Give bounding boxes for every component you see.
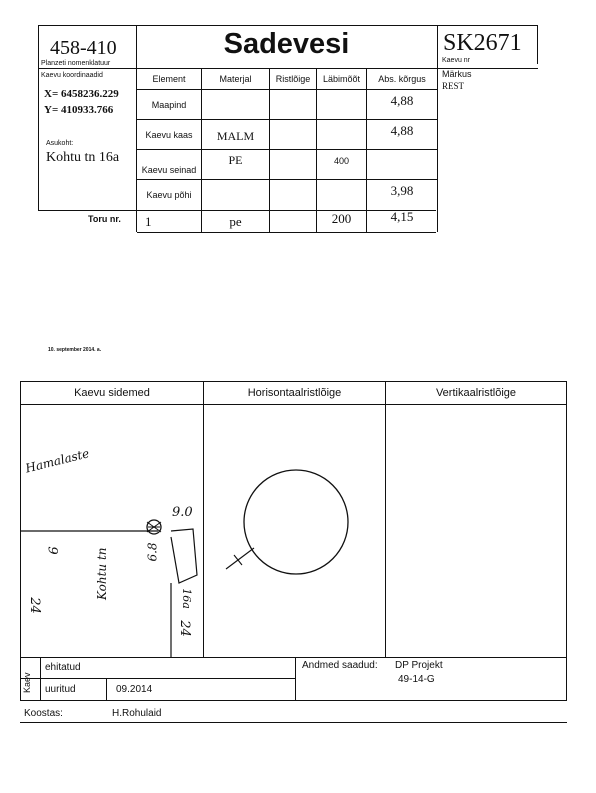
nomenclature-label: Planzeti nomenklatuur xyxy=(41,60,111,67)
row1-abs-height: 4,88 xyxy=(390,93,414,108)
footer-last-rule xyxy=(20,722,567,723)
surveyed-label: uuritud xyxy=(45,684,76,695)
panels-right xyxy=(566,381,567,700)
location-address: Kohtu tn 16a xyxy=(46,150,120,165)
panels-bottom xyxy=(20,657,567,658)
sketch-distance-diag: 6.8 xyxy=(145,542,160,562)
row-rule-3 xyxy=(136,149,437,150)
coordinates-label: Kaevu koordinaadid xyxy=(41,72,103,79)
remarks-label: Märkus xyxy=(442,69,472,79)
header-element: Element xyxy=(152,74,186,84)
frame-divider-2 xyxy=(437,25,438,232)
document-date: 10. september 2014. a. xyxy=(48,347,102,353)
row3-diameter: 400 xyxy=(333,156,350,166)
header-diameter: Läbimõõt xyxy=(322,74,361,84)
row4-abs-height: 3,98 xyxy=(390,183,414,198)
building-outline xyxy=(171,529,197,583)
pipe-inlet-tick xyxy=(234,555,242,565)
page-title: Sadevesi xyxy=(223,28,350,60)
frame-left xyxy=(38,25,39,210)
footer-side-label: Kaev xyxy=(22,672,32,693)
sketch-street-name: Hamalaste xyxy=(24,446,91,476)
header-horizontal-section: Horisontaalristlõige xyxy=(247,387,342,399)
remarks-value: REST xyxy=(442,81,465,91)
pipe-material: pe xyxy=(229,214,242,229)
row2-material: MALM xyxy=(216,129,255,143)
compiled-label: Koostas: xyxy=(24,708,63,719)
data-source-code: 49-14-G xyxy=(398,674,435,685)
row3-element: Kaevu seinad xyxy=(141,164,197,175)
pipe-inlet-line xyxy=(226,548,254,569)
nomenclature-code: 458-410 xyxy=(50,37,117,59)
pipe-abs-height: 4,15 xyxy=(390,209,414,224)
coordinate-y: Y= 410933.766 xyxy=(44,104,114,116)
connections-sketch xyxy=(21,405,203,657)
pipe-number: 1 xyxy=(145,214,152,229)
sketch-house-number: 16a xyxy=(179,588,193,609)
frame-bottom xyxy=(137,232,436,233)
row1-element: Maapind xyxy=(151,99,187,110)
sketch-num-right: 24 xyxy=(176,620,192,637)
footer-side-divider xyxy=(40,657,41,700)
col-rule-2 xyxy=(269,68,270,232)
row3-material: PE xyxy=(228,152,243,167)
coordinate-x: X= 6458236.229 xyxy=(44,88,119,100)
well-number-label: Kaevu nr xyxy=(442,57,471,64)
data-source-company: DP Projekt xyxy=(395,660,443,671)
sketch-street-label: Kohtu tn xyxy=(95,547,109,600)
header-connections: Kaevu sidemed xyxy=(74,387,150,399)
header-vertical-section: Vertikaalristlõige xyxy=(435,387,517,399)
footer-center-divider xyxy=(295,657,296,700)
compiled-by: H.Rohulaid xyxy=(112,708,162,719)
well-circle xyxy=(244,470,348,574)
header-material: Materjal xyxy=(219,74,252,84)
built-label: ehitatud xyxy=(45,662,81,673)
pipe-diameter: 200 xyxy=(331,211,352,226)
footer-value-divider xyxy=(106,678,107,700)
location-label: Asukoht: xyxy=(46,140,74,147)
header-cross-section: Ristlõige xyxy=(275,74,311,84)
header-abs-height: Abs. kõrgus xyxy=(378,74,426,84)
sketch-distance-left: 9 xyxy=(44,546,60,555)
surveyed-value: 09.2014 xyxy=(116,684,153,695)
horizontal-section-drawing xyxy=(204,405,385,657)
frame-top xyxy=(38,25,538,26)
footer-mid-rule xyxy=(20,678,296,679)
row2-element: Kaevu kaas xyxy=(145,129,193,140)
data-source-label: Andmed saadud: xyxy=(302,660,378,671)
well-number: SK2671 xyxy=(443,30,522,56)
frame-right xyxy=(537,25,538,64)
sketch-distance-top: 9.0 xyxy=(172,505,193,520)
row4-element: Kaevu põhi xyxy=(146,190,192,200)
pipe-label: Toru nr. xyxy=(88,214,121,224)
sketch-num-left: 24 xyxy=(26,597,42,614)
footer-bottom-rule xyxy=(20,700,567,701)
panels-divider-2 xyxy=(385,381,386,657)
row2-abs-height: 4,88 xyxy=(390,123,414,138)
